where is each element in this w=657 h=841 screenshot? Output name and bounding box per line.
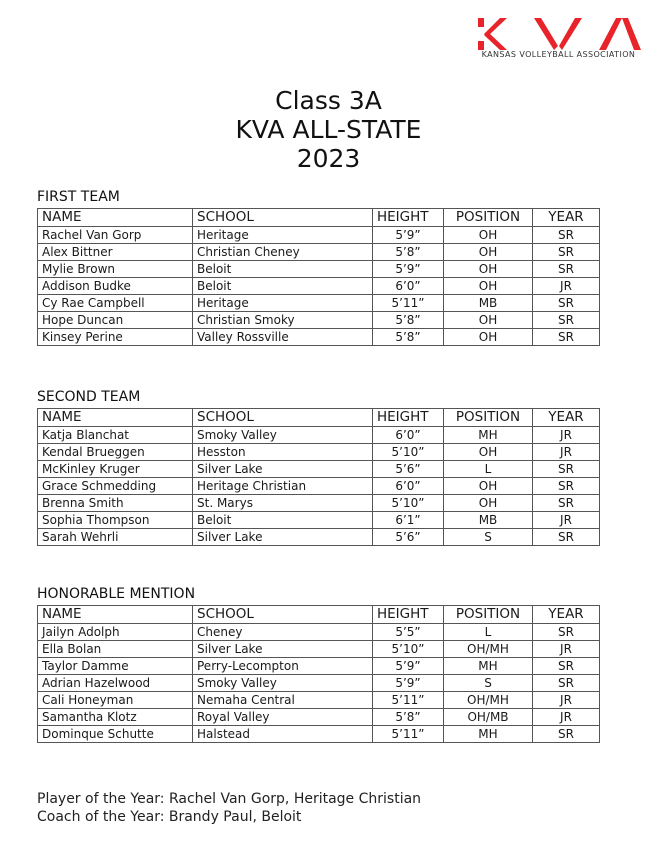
table-row: [38, 461, 600, 478]
table-row: [38, 312, 600, 329]
table-cell: Christian Cheney: [193, 244, 373, 261]
column-header: YEAR: [533, 209, 600, 227]
table-cell: OH/MH: [444, 692, 533, 709]
table-cell: Samantha Klotz: [38, 709, 193, 726]
table-row: [38, 278, 600, 295]
table-cell: 5’8”: [373, 312, 444, 329]
table-cell: Ella Bolan: [38, 641, 193, 658]
section-title: FIRST TEAM: [37, 189, 120, 205]
table-cell: JR: [533, 427, 600, 444]
column-header: HEIGHT: [373, 409, 444, 427]
table-cell: Christian Smoky: [193, 312, 373, 329]
table-cell: Kendal Brueggen: [38, 444, 193, 461]
table-cell: Brenna Smith: [38, 495, 193, 512]
table-cell: 5’10”: [373, 641, 444, 658]
column-header: POSITION: [444, 209, 533, 227]
table-cell: 5’9”: [373, 675, 444, 692]
table-cell: Heritage: [193, 295, 373, 312]
awards: [37, 790, 421, 826]
table-cell: JR: [533, 709, 600, 726]
section-title: SECOND TEAM: [37, 389, 141, 405]
table-cell: 6’0”: [373, 478, 444, 495]
table-cell: Perry-Lecompton: [193, 658, 373, 675]
table-cell: S: [444, 529, 533, 546]
team-section: [37, 389, 601, 546]
table-cell: 5’11”: [373, 726, 444, 743]
table-cell: SR: [533, 295, 600, 312]
table-cell: Sarah Wehrli: [38, 529, 193, 546]
table-cell: OH: [444, 444, 533, 461]
table-cell: 6’0”: [373, 427, 444, 444]
column-header: SCHOOL: [193, 209, 373, 227]
title-class: Class 3A: [275, 86, 382, 115]
table-row: [38, 427, 600, 444]
table-cell: OH: [444, 478, 533, 495]
table-cell: 5’8”: [373, 244, 444, 261]
team-section: [37, 189, 601, 346]
table-cell: Silver Lake: [193, 529, 373, 546]
table-cell: OH: [444, 278, 533, 295]
table-cell: Adrian Hazelwood: [38, 675, 193, 692]
table-cell: Beloit: [193, 512, 373, 529]
column-header: NAME: [38, 606, 193, 624]
table-cell: Hesston: [193, 444, 373, 461]
section-title: HONORABLE MENTION: [37, 586, 196, 602]
table-cell: JR: [533, 444, 600, 461]
coach-of-the-year: Coach of the Year: Brandy Paul, Beloit: [37, 809, 302, 825]
table-cell: MH: [444, 427, 533, 444]
roster-table: [37, 408, 600, 546]
table-cell: 5’9”: [373, 658, 444, 675]
table-cell: 5’11”: [373, 295, 444, 312]
table-row: [38, 641, 600, 658]
table-cell: SR: [533, 495, 600, 512]
table-cell: MB: [444, 295, 533, 312]
table-cell: Addison Budke: [38, 278, 193, 295]
table-cell: Beloit: [193, 278, 373, 295]
table-row: [38, 495, 600, 512]
table-cell: OH: [444, 261, 533, 278]
document-title: [0, 86, 657, 173]
table-cell: OH/MH: [444, 641, 533, 658]
table-cell: L: [444, 624, 533, 641]
table-cell: Alex Bittner: [38, 244, 193, 261]
table-cell: Nemaha Central: [193, 692, 373, 709]
table-cell: SR: [533, 461, 600, 478]
table-cell: 5’8”: [373, 329, 444, 346]
table-row: [38, 444, 600, 461]
column-header: POSITION: [444, 606, 533, 624]
logo-subtitle: KANSAS VOLLEYBALL ASSOCIATION: [481, 50, 636, 59]
table-cell: SR: [533, 312, 600, 329]
table-cell: Grace Schmedding: [38, 478, 193, 495]
table-cell: 5’11”: [373, 692, 444, 709]
table-cell: 5’6”: [373, 461, 444, 478]
table-cell: JR: [533, 641, 600, 658]
table-cell: SR: [533, 329, 600, 346]
table-cell: SR: [533, 658, 600, 675]
column-header: YEAR: [533, 409, 600, 427]
table-cell: Royal Valley: [193, 709, 373, 726]
table-cell: JR: [533, 692, 600, 709]
table-cell: L: [444, 461, 533, 478]
table-header-row: [38, 606, 600, 624]
roster-table: [37, 605, 600, 743]
table-row: [38, 624, 600, 641]
table-cell: SR: [533, 726, 600, 743]
table-cell: MB: [444, 512, 533, 529]
title-year: 2023: [296, 144, 361, 173]
table-cell: Jailyn Adolph: [38, 624, 193, 641]
table-cell: OH/MB: [444, 709, 533, 726]
kva-logo: [476, 18, 641, 90]
table-cell: MH: [444, 658, 533, 675]
table-cell: SR: [533, 529, 600, 546]
table-cell: 5’10”: [373, 444, 444, 461]
player-of-the-year: Player of the Year: Rachel Van Gorp, Heritage Christian: [37, 791, 422, 807]
table-cell: Dominque Schutte: [38, 726, 193, 743]
table-cell: JR: [533, 278, 600, 295]
table-cell: Valley Rossville: [193, 329, 373, 346]
table-row: [38, 512, 600, 529]
table-cell: Silver Lake: [193, 641, 373, 658]
table-cell: 5’6”: [373, 529, 444, 546]
roster-table: [37, 208, 600, 346]
table-header-row: [38, 409, 600, 427]
column-header: POSITION: [444, 409, 533, 427]
table-cell: Smoky Valley: [193, 675, 373, 692]
table-row: [38, 726, 600, 743]
table-row: [38, 329, 600, 346]
table-row: [38, 709, 600, 726]
table-cell: Kinsey Perine: [38, 329, 193, 346]
table-cell: S: [444, 675, 533, 692]
table-cell: Cali Honeyman: [38, 692, 193, 709]
table-row: [38, 295, 600, 312]
table-cell: Katja Blanchat: [38, 427, 193, 444]
table-cell: Silver Lake: [193, 461, 373, 478]
table-cell: SR: [533, 624, 600, 641]
table-cell: SR: [533, 675, 600, 692]
table-cell: St. Marys: [193, 495, 373, 512]
column-header: HEIGHT: [373, 606, 444, 624]
table-row: [38, 692, 600, 709]
table-cell: Taylor Damme: [38, 658, 193, 675]
table-cell: OH: [444, 329, 533, 346]
table-cell: Halstead: [193, 726, 373, 743]
table-cell: Cheney: [193, 624, 373, 641]
table-cell: Mylie Brown: [38, 261, 193, 278]
table-cell: Rachel Van Gorp: [38, 227, 193, 244]
table-cell: Heritage: [193, 227, 373, 244]
table-header-row: [38, 209, 600, 227]
table-row: [38, 244, 600, 261]
title-allstate: KVA ALL-STATE: [235, 115, 422, 144]
table-row: [38, 227, 600, 244]
team-section: [37, 586, 601, 743]
column-header: NAME: [38, 209, 193, 227]
table-cell: Cy Rae Campbell: [38, 295, 193, 312]
column-header: SCHOOL: [193, 606, 373, 624]
table-cell: OH: [444, 312, 533, 329]
table-row: [38, 675, 600, 692]
table-cell: SR: [533, 244, 600, 261]
table-cell: SR: [533, 478, 600, 495]
table-cell: 5’5”: [373, 624, 444, 641]
table-cell: 5’8”: [373, 709, 444, 726]
table-cell: Hope Duncan: [38, 312, 193, 329]
table-cell: Heritage Christian: [193, 478, 373, 495]
table-cell: 5’9”: [373, 227, 444, 244]
table-cell: MH: [444, 726, 533, 743]
table-cell: JR: [533, 512, 600, 529]
table-cell: 6’1”: [373, 512, 444, 529]
column-header: SCHOOL: [193, 409, 373, 427]
column-header: HEIGHT: [373, 209, 444, 227]
table-cell: SR: [533, 261, 600, 278]
column-header: YEAR: [533, 606, 600, 624]
table-cell: 5’9”: [373, 261, 444, 278]
table-cell: 5’10”: [373, 495, 444, 512]
kva-logo-mark: [476, 18, 641, 50]
column-header: NAME: [38, 409, 193, 427]
table-cell: OH: [444, 244, 533, 261]
table-cell: 6’0”: [373, 278, 444, 295]
table-row: [38, 658, 600, 675]
table-row: [38, 529, 600, 546]
table-row: [38, 478, 600, 495]
table-cell: Smoky Valley: [193, 427, 373, 444]
table-cell: OH: [444, 227, 533, 244]
table-cell: McKinley Kruger: [38, 461, 193, 478]
table-cell: Beloit: [193, 261, 373, 278]
table-row: [38, 261, 600, 278]
table-cell: SR: [533, 227, 600, 244]
table-cell: Sophia Thompson: [38, 512, 193, 529]
table-cell: OH: [444, 495, 533, 512]
